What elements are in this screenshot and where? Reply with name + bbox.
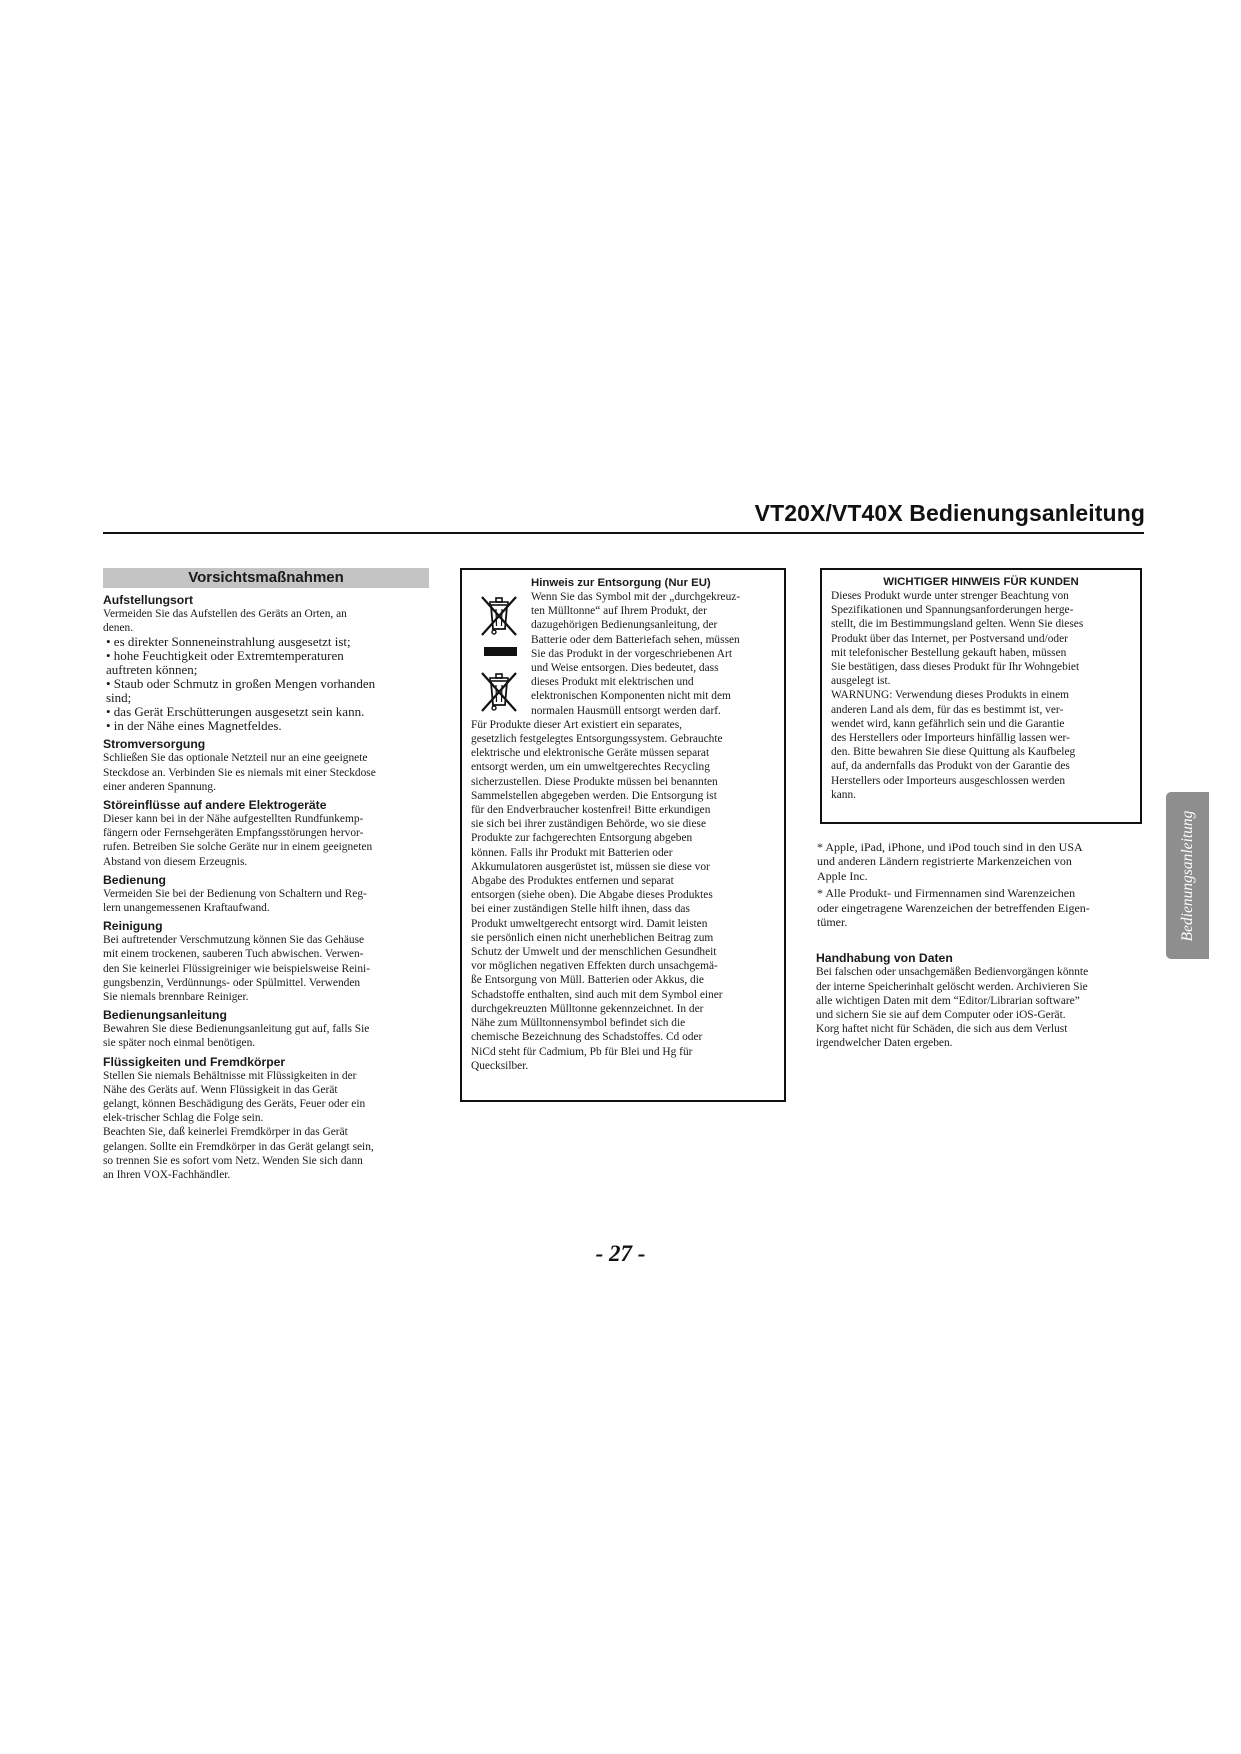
bin-underline-bar bbox=[484, 647, 517, 656]
section-side-tab bbox=[1166, 792, 1209, 959]
disposal-title: Hinweis zur Entsorgung (Nur EU) bbox=[531, 577, 711, 589]
side-tab-label: Bedienungsanleitung bbox=[1178, 810, 1196, 941]
power-text: Schließen Sie das optionale Netzteil nur an eine geeignete Steckdose an. Verbinden Sie es niemals mit einer Steckdose einer anderen Spannung. bbox=[103, 752, 376, 793]
interference-heading: Störeinflüsse auf andere Elektrogeräte bbox=[103, 798, 327, 813]
list-item: • das Gerät Erschütterungen ausgesetzt sein kann. bbox=[106, 704, 365, 720]
customer-notice-title: WICHTIGER HINWEIS FÜR KUNDEN bbox=[883, 576, 1079, 588]
list-item: • hohe Feuchtigkeit oder Extremtemperaturen auftreten können; bbox=[106, 648, 344, 678]
liquids-text: Stellen Sie niemals Behältnisse mit Flüssigkeiten in der Nähe des Geräts auf. Wenn Flüssigkeit in das Gerät gelangt, können Beschädigung des Geräts, Feuer oder ein elek-trischer Schlag die Folge sein. Beachten Sie, daß keinerlei Fremdkörper in das Gerät gelangen. Sollte ein Fremdkörper in das Gerät gelangt sein, so trennen Sie es sofort vom Netz. Wenden Sie sich dann an Ihren VOX-Fachhändler. bbox=[103, 1069, 374, 1182]
location-intro: Vermeiden Sie das Aufstellen des Geräts an Orten, an denen. bbox=[103, 608, 347, 635]
trademark-and-data-section bbox=[816, 840, 1138, 1051]
crossed-bin-icon bbox=[479, 669, 519, 713]
trademark-footnote: * Alle Produkt- und Firmennamen sind Warenzeichen oder eingetragene Warenzeichen der betreffenden Eigen- tümer. bbox=[817, 886, 1090, 930]
disposal-body: Für Produkte dieser Art existiert ein separates, gesetzlich festgelegtes Entsorgungssystem. Gebrauchte elektrische und elektronische Geräte müssen separat entsorgt werden, um ein umweltgerechtes Recycling sicherzustellen. Diese Produkte müssen bei benannten Sammelstellen abgegeben werden. Die Entsorgung ist für den Endverbraucher kostenfrei! Bitte erkundigen sie sich bei ihrer zuständigen Behörde, wo sie diese Produkte zur fachgerechten Entsorgung abgeben können. Falls ihr Produkt mit Batterien oder Akkumulatoren ausgerüstet ist, müssen sie diese vor Abgabe des Produktes entfernen und separat entsorgen (siehe oben). Die Abgabe dieses Produktes bei einer zuständigen Stelle hilft ihnen, dass das Produkt umweltgerecht entsorgt wird. Damit leisten sie persönlich einen nicht unerheblichen Beitrag zum Schutz der Umwelt und der menschlichen Gesundheit vor möglichen negativen Effekten durch unsachgemä- ße Entsorgung von Müll. Batterien oder Akkus, die Schadstoffe enthalten, sind auch mit dem Symbol einer durchgekreuzten Mülltonne gekennzeichnet. In der Nähe zum Mülltonnensymbol befindet sich die chemische Bezeichnung des Schadstoffes. Cd oder NiCd steht für Cadmium, Pb für Blei und Hg für Quecksilber. bbox=[471, 718, 723, 1072]
manual-text: Bewahren Sie diese Bedienungsanleitung gut auf, falls Sie sie später noch einmal benötigen. bbox=[103, 1023, 370, 1050]
operation-heading: Bedienung bbox=[103, 872, 166, 887]
data-handling-text: Bei falschen oder unsachgemäßen Bedienvorgängen könnte der interne Speicherinhalt gelöscht werden. Archivieren Sie alle wichtigen Daten mit dem “Editor/Librarian software” und sichern Sie sie auf dem Computer oder iOS-Gerät. Korg haftet nicht für Schäden, die sich aus dem Verlust irgendwelcher Daten ergeben. bbox=[816, 966, 1089, 1050]
liquids-heading: Flüssigkeiten und Fremdkörper bbox=[103, 1054, 286, 1069]
location-heading: Aufstellungsort bbox=[103, 593, 194, 607]
location-bullet-list bbox=[103, 635, 429, 733]
interference-text: Dieser kann bei in der Nähe aufgestellten Rundfunkemp- fängern oder Fernsehgeräten Empfangsstörungen hervor- rufen. Betreiben Sie solche Geräte nur in einem geeigneten Abstand von diesem Erzeugnis. bbox=[103, 813, 373, 868]
cleaning-heading: Reinigung bbox=[103, 919, 163, 934]
list-item: • in der Nähe eines Magnetfeldes. bbox=[106, 718, 282, 734]
manual-heading: Bedienungsanleitung bbox=[103, 1008, 227, 1023]
disposal-intro: Wenn Sie das Symbol mit der „durchgekreuz- ten Mülltonne“ auf Ihrem Produkt, der dazugehörigen Bedienungsanleitung, der Batterie oder dem Batteriefach sehen, müssen Sie das Produkt in der vorgeschriebenen Art und Weise entsorgen. Dies bedeutet, dass dieses Produkt mit elektrischen und elektronischen Komponenten nicht mit dem normalen Hausmüll entsorgt werden darf. bbox=[531, 591, 741, 717]
trademark-footnote: * Apple, iPad, iPhone, und iPod touch sind in den USA und anderen Ländern registrierte Markenzeichen von Apple Inc. bbox=[817, 840, 1083, 883]
customer-notice-text: Dieses Produkt wurde unter strenger Beachtung von Spezifikationen und Spannungsanforderungen herge- stellt, die im Bestimmungsland gelten. Wenn Sie dieses Produkt über das Internet, per Postversand und/oder mit telefonischer Bestellung gekauft haben, müssen Sie bestätigen, dass dieses Produkt für Ihr Wohngebiet ausgelegt ist. WARNUNG: Verwendung dieses Produkts in einem anderen Land als dem, für das es bestimmt ist, ver- wendet wird, kann gefährlich sein und die Garantie des Herstellers oder Importeurs hinfällig lassen wer- den. Bitte bewahren Sie diese Quittung als Kaufbeleg auf, da andernfalls das Produkt von der Garantie des Herstellers oder Importeurs ausgeschlossen werden kann. bbox=[831, 590, 1084, 801]
data-handling-heading: Handhabung von Daten bbox=[816, 951, 953, 966]
page-header-title: VT20X/VT40X Bedienungsanleitung bbox=[754, 500, 1145, 526]
precautions-title: Vorsichtsmaßnahmen bbox=[103, 568, 429, 588]
list-item: • es direkter Sonneneinstrahlung ausgesetzt ist; bbox=[106, 634, 351, 650]
list-item: • Staub oder Schmutz in großen Mengen vorhanden sind; bbox=[106, 676, 376, 706]
header-rule bbox=[103, 532, 1144, 534]
page-number: - 27 - bbox=[595, 1241, 646, 1266]
power-heading: Stromversorgung bbox=[103, 737, 206, 752]
cleaning-text: Bei auftretender Verschmutzung können Sie das Gehäuse mit einem trockenen, sauberen Tuch abwischen. Verwen- den Sie keinerlei Flüssigreiniger wie beispielsweise Reini- gungsbenzin, Verdünnungs- oder Spülmittel. Verwenden Sie niemals brennbare Reiniger. bbox=[103, 934, 370, 1004]
disposal-box bbox=[460, 568, 786, 1102]
customer-notice-box bbox=[820, 568, 1142, 824]
operation-text: Vermeiden Sie bei der Bedienung von Schaltern und Reg- lern unangemessenen Kraftaufwand. bbox=[103, 887, 367, 915]
precautions-column bbox=[103, 568, 429, 1182]
crossed-bin-icon bbox=[479, 593, 519, 637]
disposal-icons bbox=[471, 577, 531, 718]
